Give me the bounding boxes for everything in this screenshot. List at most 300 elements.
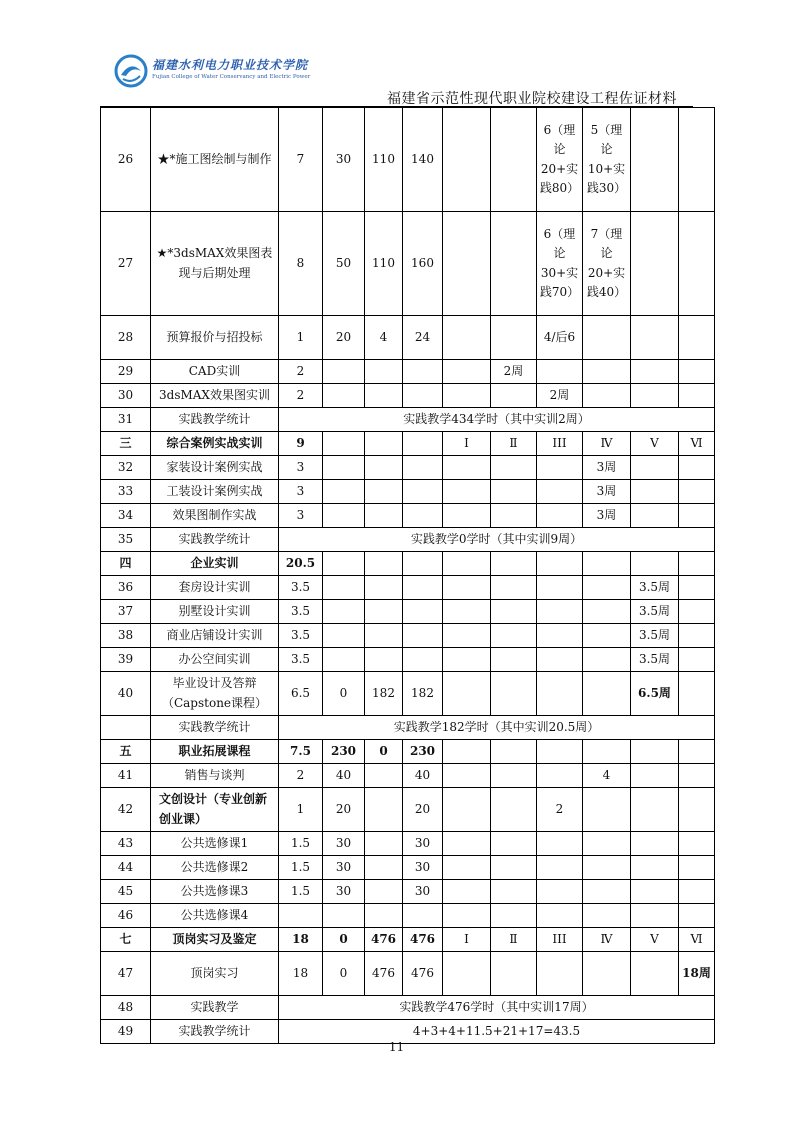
row-number-cell: 49 bbox=[101, 1020, 151, 1044]
table-cell: 6.5周 bbox=[631, 672, 679, 716]
table-cell bbox=[443, 952, 491, 996]
course-name-cell: 销售与谈判 bbox=[151, 764, 279, 788]
table-cell bbox=[679, 576, 715, 600]
table-cell bbox=[323, 600, 365, 624]
course-name-cell: ★*3dsMAX效果图表现与后期处理 bbox=[151, 212, 279, 316]
table-cell: 2周 bbox=[537, 384, 583, 408]
table-cell bbox=[365, 788, 403, 832]
table-cell: 20 bbox=[403, 788, 443, 832]
table-cell bbox=[365, 600, 403, 624]
table-row bbox=[101, 600, 715, 624]
table-cell: 1.5 bbox=[279, 832, 323, 856]
table-cell: 3.5 bbox=[279, 648, 323, 672]
table-cell: 30 bbox=[323, 108, 365, 212]
table-cell bbox=[631, 456, 679, 480]
course-name-cell: ★*施工图绘制与制作 bbox=[151, 108, 279, 212]
table-cell bbox=[491, 648, 537, 672]
table-cell: Ⅵ bbox=[679, 432, 715, 456]
table-cell bbox=[403, 600, 443, 624]
table-row bbox=[101, 504, 715, 528]
summary-cell: 实践教学182学时（其中实训20.5周） bbox=[279, 716, 715, 740]
table-cell: 40 bbox=[403, 764, 443, 788]
table-cell bbox=[491, 552, 537, 576]
table-cell bbox=[365, 856, 403, 880]
row-number-cell: 33 bbox=[101, 480, 151, 504]
course-name-cell: 套房设计实训 bbox=[151, 576, 279, 600]
course-name-cell: 实践教学统计 bbox=[151, 528, 279, 552]
table-cell bbox=[403, 576, 443, 600]
table-cell bbox=[583, 672, 631, 716]
table-cell bbox=[365, 880, 403, 904]
row-number-cell: 36 bbox=[101, 576, 151, 600]
table-cell: 2 bbox=[279, 384, 323, 408]
table-cell bbox=[679, 764, 715, 788]
row-number-cell: 35 bbox=[101, 528, 151, 552]
table-cell: 182 bbox=[403, 672, 443, 716]
table-cell bbox=[537, 480, 583, 504]
table-cell bbox=[443, 880, 491, 904]
course-name-cell: 办公空间实训 bbox=[151, 648, 279, 672]
table-row bbox=[101, 952, 715, 996]
table-cell bbox=[491, 740, 537, 764]
table-cell bbox=[583, 648, 631, 672]
course-name-cell: 别墅设计实训 bbox=[151, 600, 279, 624]
table-cell: 230 bbox=[403, 740, 443, 764]
table-cell bbox=[491, 904, 537, 928]
page-header-title: 福建省示范性现代职业院校建设工程佐证材料 bbox=[387, 91, 677, 107]
table-cell bbox=[679, 880, 715, 904]
table-cell bbox=[491, 316, 537, 360]
course-name-cell: 实践教学统计 bbox=[151, 1020, 279, 1044]
table-cell bbox=[583, 384, 631, 408]
table-cell: 4/后6 bbox=[537, 316, 583, 360]
table-cell: 18 bbox=[279, 952, 323, 996]
table-cell bbox=[443, 480, 491, 504]
table-cell bbox=[583, 600, 631, 624]
row-number-cell: 29 bbox=[101, 360, 151, 384]
table-cell bbox=[365, 624, 403, 648]
table-row bbox=[101, 648, 715, 672]
table-cell: 2周 bbox=[491, 360, 537, 384]
table-cell bbox=[537, 672, 583, 716]
table-cell bbox=[403, 904, 443, 928]
table-cell: Ⅴ bbox=[631, 928, 679, 952]
row-number-cell: 47 bbox=[101, 952, 151, 996]
table-cell: Ⅱ bbox=[491, 432, 537, 456]
table-cell: 3 bbox=[279, 480, 323, 504]
table-cell bbox=[323, 480, 365, 504]
table-cell bbox=[583, 576, 631, 600]
table-cell bbox=[403, 648, 443, 672]
table-cell bbox=[679, 904, 715, 928]
table-cell bbox=[679, 108, 715, 212]
table-cell bbox=[537, 880, 583, 904]
table-cell bbox=[443, 212, 491, 316]
table-cell bbox=[679, 624, 715, 648]
table-row bbox=[101, 672, 715, 716]
table-cell: Ⅱ bbox=[491, 928, 537, 952]
table-cell bbox=[491, 576, 537, 600]
table-cell: 8 bbox=[279, 212, 323, 316]
table-cell bbox=[323, 648, 365, 672]
table-cell bbox=[631, 316, 679, 360]
table-cell bbox=[679, 740, 715, 764]
table-cell: 3周 bbox=[583, 456, 631, 480]
table-cell bbox=[631, 764, 679, 788]
table-cell bbox=[491, 456, 537, 480]
row-number-cell: 42 bbox=[101, 788, 151, 832]
table-cell: Ⅳ bbox=[583, 928, 631, 952]
table-cell bbox=[491, 952, 537, 996]
table-row bbox=[101, 480, 715, 504]
table-cell bbox=[323, 456, 365, 480]
table-cell: 3周 bbox=[583, 504, 631, 528]
table-cell bbox=[583, 904, 631, 928]
table-cell bbox=[679, 316, 715, 360]
course-name-cell: 综合案例实战实训 bbox=[151, 432, 279, 456]
table-cell: Ⅰ bbox=[443, 928, 491, 952]
table-cell bbox=[583, 856, 631, 880]
table-cell: 7（理论20+实践40） bbox=[583, 212, 631, 316]
table-cell bbox=[491, 504, 537, 528]
table-cell: Ⅰ bbox=[443, 432, 491, 456]
row-number-cell: 五 bbox=[101, 740, 151, 764]
table-cell bbox=[679, 212, 715, 316]
table-row bbox=[101, 456, 715, 480]
table-cell: 4 bbox=[583, 764, 631, 788]
table-cell bbox=[631, 832, 679, 856]
table-cell bbox=[365, 764, 403, 788]
table-cell bbox=[443, 456, 491, 480]
course-name-cell: 实践教学 bbox=[151, 996, 279, 1020]
table-cell: 0 bbox=[323, 928, 365, 952]
table-cell: 20 bbox=[323, 316, 365, 360]
table-cell bbox=[679, 504, 715, 528]
table-cell bbox=[491, 832, 537, 856]
table-cell bbox=[631, 108, 679, 212]
table-cell bbox=[537, 360, 583, 384]
table-cell bbox=[443, 764, 491, 788]
table-cell bbox=[491, 672, 537, 716]
table-cell bbox=[679, 552, 715, 576]
table-cell: 18 bbox=[279, 928, 323, 952]
table-row bbox=[101, 928, 715, 952]
table-cell bbox=[443, 832, 491, 856]
table-cell: 3 bbox=[279, 456, 323, 480]
table-cell bbox=[403, 624, 443, 648]
table-cell: 160 bbox=[403, 212, 443, 316]
course-name-cell: 家装设计案例实战 bbox=[151, 456, 279, 480]
row-number-cell bbox=[101, 716, 151, 740]
table-cell bbox=[537, 624, 583, 648]
table-cell bbox=[403, 504, 443, 528]
row-number-cell: 40 bbox=[101, 672, 151, 716]
summary-cell: 实践教学0学时（其中实训9周） bbox=[279, 528, 715, 552]
course-name-cell: 顶岗实习及鉴定 bbox=[151, 928, 279, 952]
table-cell bbox=[365, 432, 403, 456]
table-row bbox=[101, 904, 715, 928]
table-row bbox=[101, 740, 715, 764]
table-row bbox=[101, 788, 715, 832]
table-row bbox=[101, 432, 715, 456]
course-name-cell: 工装设计案例实战 bbox=[151, 480, 279, 504]
row-number-cell: 41 bbox=[101, 764, 151, 788]
table-cell bbox=[631, 740, 679, 764]
row-number-cell: 43 bbox=[101, 832, 151, 856]
table-cell: 50 bbox=[323, 212, 365, 316]
table-cell bbox=[443, 316, 491, 360]
row-number-cell: 45 bbox=[101, 880, 151, 904]
table-cell bbox=[537, 764, 583, 788]
course-name-cell: 文创设计（专业创新创业课） bbox=[151, 788, 279, 832]
table-row bbox=[101, 624, 715, 648]
table-cell: 0 bbox=[323, 952, 365, 996]
table-cell bbox=[583, 952, 631, 996]
table-cell: 3周 bbox=[583, 480, 631, 504]
table-cell: 18周 bbox=[679, 952, 715, 996]
table-cell bbox=[537, 504, 583, 528]
table-cell: 1 bbox=[279, 316, 323, 360]
table-cell: 20.5 bbox=[279, 552, 323, 576]
table-cell bbox=[443, 788, 491, 832]
table-cell: 6（理论30+实践70） bbox=[537, 212, 583, 316]
table-cell bbox=[403, 360, 443, 384]
summary-cell: 实践教学434学时（其中实训2周） bbox=[279, 408, 715, 432]
row-number-cell: 44 bbox=[101, 856, 151, 880]
course-name-cell: 顶岗实习 bbox=[151, 952, 279, 996]
table-cell: Ⅵ bbox=[679, 928, 715, 952]
table-cell bbox=[323, 432, 365, 456]
table-cell bbox=[279, 904, 323, 928]
table-cell bbox=[365, 504, 403, 528]
table-cell bbox=[491, 212, 537, 316]
table-cell bbox=[365, 384, 403, 408]
table-cell: 40 bbox=[323, 764, 365, 788]
table-row bbox=[101, 528, 715, 552]
table-cell bbox=[583, 788, 631, 832]
table-cell: 182 bbox=[365, 672, 403, 716]
table-cell: 3.5周 bbox=[631, 624, 679, 648]
table-cell bbox=[537, 456, 583, 480]
table-row bbox=[101, 360, 715, 384]
course-name-cell: 企业实训 bbox=[151, 552, 279, 576]
table-cell bbox=[443, 576, 491, 600]
row-number-cell: 三 bbox=[101, 432, 151, 456]
table-cell bbox=[679, 856, 715, 880]
row-number-cell: 四 bbox=[101, 552, 151, 576]
table-cell bbox=[583, 880, 631, 904]
table-cell bbox=[323, 360, 365, 384]
table-cell: 1 bbox=[279, 788, 323, 832]
table-cell bbox=[537, 952, 583, 996]
table-cell: 1.5 bbox=[279, 856, 323, 880]
table-cell bbox=[365, 456, 403, 480]
table-cell: 140 bbox=[403, 108, 443, 212]
table-cell bbox=[323, 904, 365, 928]
course-name-cell: 公共选修课2 bbox=[151, 856, 279, 880]
table-cell bbox=[491, 108, 537, 212]
course-name-cell: 效果图制作实战 bbox=[151, 504, 279, 528]
table-cell: Ⅳ bbox=[583, 432, 631, 456]
table-cell bbox=[583, 360, 631, 384]
table-cell bbox=[443, 624, 491, 648]
table-cell bbox=[537, 648, 583, 672]
table-cell bbox=[679, 788, 715, 832]
table-row bbox=[101, 384, 715, 408]
row-number-cell: 七 bbox=[101, 928, 151, 952]
table-cell bbox=[443, 740, 491, 764]
table-cell bbox=[365, 360, 403, 384]
table-cell: 1.5 bbox=[279, 880, 323, 904]
table-cell: 3.5周 bbox=[631, 600, 679, 624]
table-cell bbox=[537, 904, 583, 928]
table-cell bbox=[631, 788, 679, 832]
table-cell bbox=[443, 384, 491, 408]
course-name-cell: 预算报价与招投标 bbox=[151, 316, 279, 360]
table-cell bbox=[443, 600, 491, 624]
table-cell bbox=[403, 384, 443, 408]
table-row bbox=[101, 764, 715, 788]
table-cell bbox=[631, 904, 679, 928]
table-cell bbox=[583, 740, 631, 764]
table-cell: III bbox=[537, 928, 583, 952]
row-number-cell: 26 bbox=[101, 108, 151, 212]
table-cell bbox=[631, 552, 679, 576]
summary-cell: 4+3+4+11.5+21+17=43.5 bbox=[279, 1020, 715, 1044]
course-name-cell: 毕业设计及答辩（Capstone课程） bbox=[151, 672, 279, 716]
course-name-cell: CAD实训 bbox=[151, 360, 279, 384]
table-row bbox=[101, 108, 715, 212]
table-cell bbox=[491, 788, 537, 832]
table-row bbox=[101, 316, 715, 360]
table-cell: 9 bbox=[279, 432, 323, 456]
table-cell bbox=[537, 576, 583, 600]
row-number-cell: 39 bbox=[101, 648, 151, 672]
table-cell: 476 bbox=[365, 952, 403, 996]
table-cell bbox=[679, 648, 715, 672]
course-name-cell: 职业拓展课程 bbox=[151, 740, 279, 764]
table-cell: 30 bbox=[403, 880, 443, 904]
table-cell: 30 bbox=[403, 832, 443, 856]
table-cell bbox=[537, 832, 583, 856]
table-cell: 24 bbox=[403, 316, 443, 360]
table-cell: III bbox=[537, 432, 583, 456]
table-cell bbox=[631, 856, 679, 880]
table-row bbox=[101, 408, 715, 432]
table-cell bbox=[403, 552, 443, 576]
table-cell: 476 bbox=[403, 928, 443, 952]
table-cell: 3.5 bbox=[279, 576, 323, 600]
course-name-cell: 实践教学统计 bbox=[151, 716, 279, 740]
table-cell bbox=[443, 856, 491, 880]
table-cell bbox=[679, 456, 715, 480]
table-cell bbox=[631, 384, 679, 408]
table-cell bbox=[631, 504, 679, 528]
table-cell bbox=[679, 672, 715, 716]
table-cell: 2 bbox=[279, 764, 323, 788]
table-cell bbox=[491, 624, 537, 648]
table-cell bbox=[365, 904, 403, 928]
table-cell bbox=[443, 504, 491, 528]
course-name-cell: 公共选修课3 bbox=[151, 880, 279, 904]
table-cell: 0 bbox=[323, 672, 365, 716]
row-number-cell: 37 bbox=[101, 600, 151, 624]
college-name-en: Fujian College of Water Conservancy and Electric Power bbox=[152, 74, 311, 80]
table-cell: 110 bbox=[365, 212, 403, 316]
table-cell bbox=[443, 108, 491, 212]
row-number-cell: 48 bbox=[101, 996, 151, 1020]
table-cell: 230 bbox=[323, 740, 365, 764]
table-row bbox=[101, 880, 715, 904]
table-cell bbox=[679, 480, 715, 504]
table-cell: 110 bbox=[365, 108, 403, 212]
table-cell bbox=[403, 432, 443, 456]
table-cell bbox=[365, 648, 403, 672]
table-cell bbox=[365, 552, 403, 576]
course-name-cell: 商业店铺设计实训 bbox=[151, 624, 279, 648]
table-cell bbox=[323, 576, 365, 600]
table-cell bbox=[583, 624, 631, 648]
table-cell bbox=[679, 600, 715, 624]
row-number-cell: 34 bbox=[101, 504, 151, 528]
table-cell bbox=[537, 552, 583, 576]
table-cell: 6（理论20+实践80） bbox=[537, 108, 583, 212]
table-cell bbox=[491, 764, 537, 788]
table-cell: 3.5周 bbox=[631, 648, 679, 672]
row-number-cell: 38 bbox=[101, 624, 151, 648]
table-cell: 7 bbox=[279, 108, 323, 212]
course-name-cell: 公共选修课1 bbox=[151, 832, 279, 856]
page-number: 11 bbox=[388, 1040, 405, 1054]
table-cell: 476 bbox=[403, 952, 443, 996]
table-cell: 7.5 bbox=[279, 740, 323, 764]
table-row bbox=[101, 716, 715, 740]
course-name-cell: 公共选修课4 bbox=[151, 904, 279, 928]
table-cell bbox=[537, 600, 583, 624]
table-cell bbox=[323, 504, 365, 528]
table-row bbox=[101, 832, 715, 856]
table-cell bbox=[679, 832, 715, 856]
table-row bbox=[101, 856, 715, 880]
table-cell bbox=[631, 480, 679, 504]
table-cell: 2 bbox=[279, 360, 323, 384]
table-row bbox=[101, 212, 715, 316]
row-number-cell: 46 bbox=[101, 904, 151, 928]
table-cell bbox=[583, 316, 631, 360]
table-cell bbox=[491, 600, 537, 624]
table-cell bbox=[583, 832, 631, 856]
table-cell bbox=[443, 672, 491, 716]
table-cell bbox=[537, 856, 583, 880]
table-row bbox=[101, 576, 715, 600]
table-cell bbox=[443, 904, 491, 928]
table-cell bbox=[443, 648, 491, 672]
table-cell: 6.5 bbox=[279, 672, 323, 716]
table-cell: 476 bbox=[365, 928, 403, 952]
table-cell: 30 bbox=[323, 856, 365, 880]
table-cell: 30 bbox=[323, 832, 365, 856]
table-cell: 2 bbox=[537, 788, 583, 832]
table-cell: 5（理论10+实践30） bbox=[583, 108, 631, 212]
table-cell: 4 bbox=[365, 316, 403, 360]
row-number-cell: 32 bbox=[101, 456, 151, 480]
row-number-cell: 27 bbox=[101, 212, 151, 316]
table-cell bbox=[443, 552, 491, 576]
table-cell: 3.5 bbox=[279, 600, 323, 624]
table-cell bbox=[443, 360, 491, 384]
table-cell bbox=[365, 832, 403, 856]
table-cell bbox=[403, 480, 443, 504]
